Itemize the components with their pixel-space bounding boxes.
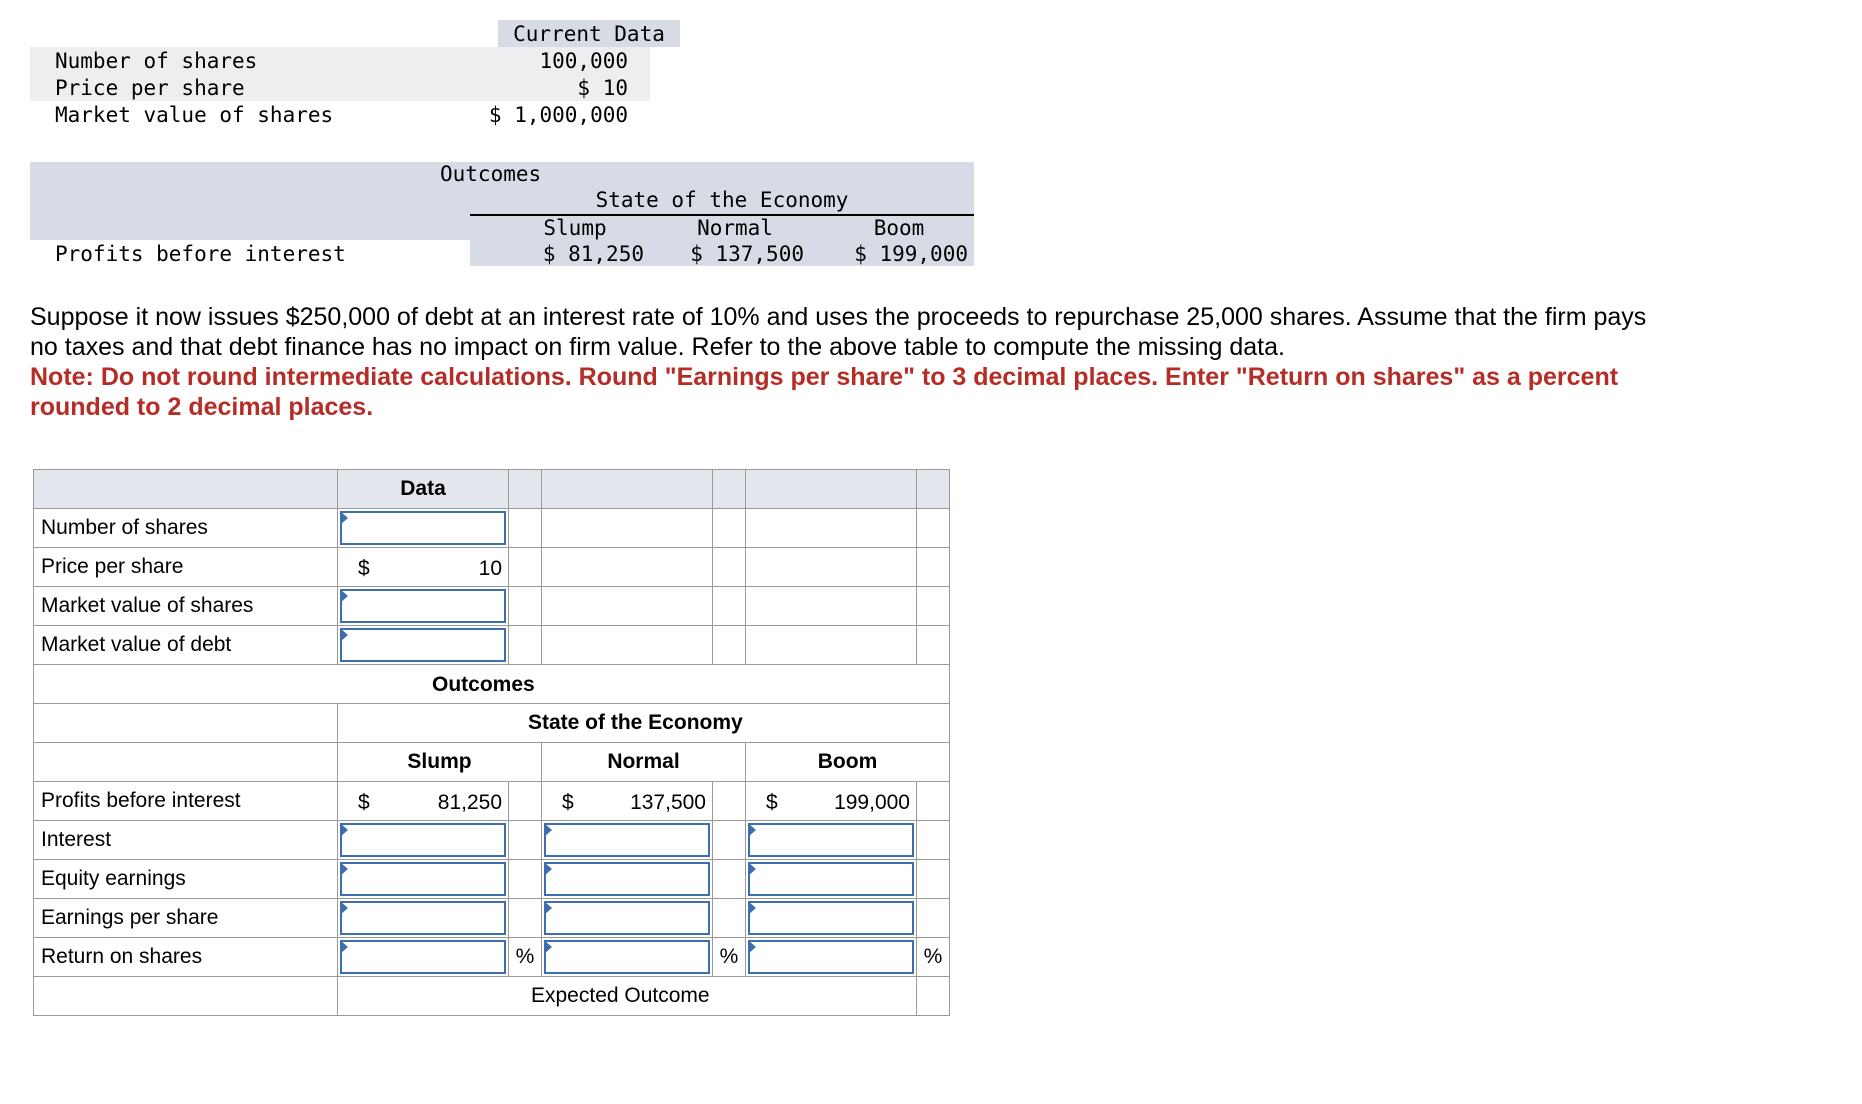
row-value: 100,000 xyxy=(539,49,628,73)
input-cell xyxy=(746,821,917,860)
eps-normal-input[interactable] xyxy=(544,901,710,935)
profit-normal: $ 137,500 xyxy=(690,242,804,266)
outcomes-header: Outcomes xyxy=(432,673,535,696)
input-cell xyxy=(542,821,713,860)
row-label: Market value of debt xyxy=(34,626,338,665)
market-value-debt-cell xyxy=(338,626,509,665)
answer-grid xyxy=(33,469,950,1016)
outcomes-summary-table xyxy=(30,162,974,272)
prompt-text: Suppose it now issues $250,000 of debt at an interest rate of 10% and uses the proceeds to repurchase 25,000 shares. Assume that the firm pays no taxes and that debt finance has no impact on firm value. Refer to the above table to compute the missing data. xyxy=(30,303,1647,361)
empty-cell xyxy=(713,587,746,626)
input-cell xyxy=(338,821,509,860)
profits-label: Profits before interest xyxy=(55,242,346,266)
return-row xyxy=(34,938,950,977)
empty-cell xyxy=(917,782,950,821)
percent-sign: % xyxy=(917,938,950,977)
empty-cell xyxy=(917,548,950,587)
header-blank xyxy=(746,470,917,509)
column-normal: Normal xyxy=(697,216,773,240)
profit-slump: 81,250 xyxy=(437,791,502,814)
eps-row xyxy=(34,899,950,938)
price-value: 10 xyxy=(478,557,502,580)
header-blank xyxy=(509,470,542,509)
empty-cell xyxy=(509,509,542,548)
empty-cell xyxy=(509,821,542,860)
price-per-share-cell xyxy=(338,548,509,587)
equity-earnings-boom-input[interactable] xyxy=(748,862,914,896)
grid-header-row xyxy=(34,470,950,509)
empty-cell xyxy=(542,509,713,548)
percent-sign: % xyxy=(713,938,746,977)
header-blank xyxy=(542,470,713,509)
profit-boom: 199,000 xyxy=(834,791,910,814)
empty-cell xyxy=(917,587,950,626)
input-cell xyxy=(338,899,509,938)
header-blank xyxy=(34,470,338,509)
row-value: $ 1,000,000 xyxy=(488,103,628,127)
empty-cell xyxy=(509,899,542,938)
row-label: Market value of shares xyxy=(34,587,338,626)
empty-cell xyxy=(509,860,542,899)
empty-cell xyxy=(713,782,746,821)
row-label: Earnings per share xyxy=(34,899,338,938)
current-data-header-row xyxy=(30,20,665,47)
return-boom-input[interactable] xyxy=(748,940,914,974)
row-label: Price per share xyxy=(34,548,338,587)
current-data-row xyxy=(30,101,650,128)
data-row xyxy=(34,509,950,548)
row-label: Number of shares xyxy=(34,509,338,548)
row-label: Interest xyxy=(34,821,338,860)
empty-cell xyxy=(509,782,542,821)
input-cell xyxy=(542,899,713,938)
column-slump: Slump xyxy=(338,743,542,782)
outcomes-cell xyxy=(34,665,950,704)
interest-row xyxy=(34,821,950,860)
outcomes-header-row xyxy=(34,665,950,704)
empty-cell xyxy=(917,860,950,899)
empty-cell xyxy=(917,899,950,938)
empty-cell xyxy=(509,626,542,665)
input-cell xyxy=(746,899,917,938)
empty-cell xyxy=(34,977,338,1016)
empty-cell xyxy=(713,860,746,899)
profit-boom-cell xyxy=(746,782,917,821)
equity-earnings-normal-input[interactable] xyxy=(544,862,710,896)
prompt-note: Note: Do not round intermediate calculations. Round "Earnings per share" to 3 decimal places. Enter "Return on shares" as a percent rounded to 2 decimal places. xyxy=(30,363,1619,421)
input-cell xyxy=(746,860,917,899)
data-row xyxy=(34,548,950,587)
empty-cell xyxy=(713,626,746,665)
expected-outcome-label: Expected Outcome xyxy=(338,977,917,1016)
market-value-shares-input[interactable] xyxy=(340,589,506,623)
profit-slump: $ 81,250 xyxy=(542,242,644,266)
empty-cell xyxy=(713,548,746,587)
current-data-table xyxy=(30,20,665,128)
empty-cell xyxy=(509,587,542,626)
interest-boom-input[interactable] xyxy=(748,823,914,857)
empty-cell xyxy=(917,626,950,665)
state-header: State of the Economy xyxy=(338,704,950,743)
empty-cell xyxy=(746,626,917,665)
column-slump: Slump xyxy=(543,216,607,240)
input-cell xyxy=(542,938,713,977)
percent-sign: % xyxy=(509,938,542,977)
column-header-row xyxy=(34,743,950,782)
number-of-shares-input[interactable] xyxy=(340,511,506,545)
row-label: Equity earnings xyxy=(34,860,338,899)
market-value-shares-cell xyxy=(338,587,509,626)
empty-cell xyxy=(713,509,746,548)
profit-normal-cell xyxy=(542,782,713,821)
column-boom: Boom xyxy=(746,743,950,782)
empty-cell xyxy=(34,743,338,782)
empty-cell xyxy=(542,626,713,665)
current-data-header: Current Data xyxy=(513,22,665,46)
row-label: Return on shares xyxy=(34,938,338,977)
profits-row xyxy=(34,782,950,821)
return-slump-input[interactable] xyxy=(340,940,506,974)
input-cell xyxy=(746,938,917,977)
empty-cell xyxy=(713,899,746,938)
equity-earnings-row xyxy=(34,860,950,899)
data-row xyxy=(34,626,950,665)
interest-slump-input[interactable] xyxy=(340,823,506,857)
expected-row xyxy=(34,977,950,1016)
empty-cell xyxy=(917,821,950,860)
outcomes-title: Outcomes xyxy=(440,162,542,186)
empty-cell xyxy=(917,509,950,548)
row-label: Price per share xyxy=(55,76,245,100)
column-boom: Boom xyxy=(873,216,925,240)
state-of-economy-title: State of the Economy xyxy=(595,188,849,212)
profit-normal: 137,500 xyxy=(630,791,706,814)
input-cell xyxy=(338,860,509,899)
question-prompt xyxy=(30,302,1670,422)
eps-boom-input[interactable] xyxy=(748,901,914,935)
empty-cell xyxy=(542,548,713,587)
header-blank xyxy=(917,470,950,509)
data-header: Data xyxy=(338,470,509,509)
column-normal: Normal xyxy=(542,743,746,782)
header-blank xyxy=(713,470,746,509)
return-normal-input[interactable] xyxy=(544,940,710,974)
row-label: Market value of shares xyxy=(55,103,334,127)
empty-cell xyxy=(917,977,950,1016)
eps-slump-input[interactable] xyxy=(340,901,506,935)
state-header-row xyxy=(34,704,950,743)
row-label: Profits before interest xyxy=(34,782,338,821)
current-data-row xyxy=(30,74,650,101)
interest-normal-input[interactable] xyxy=(544,823,710,857)
row-value: $ 10 xyxy=(577,76,628,100)
input-cell xyxy=(338,938,509,977)
currency-symbol: $ xyxy=(358,791,370,814)
empty-cell xyxy=(746,548,917,587)
empty-cell xyxy=(34,704,338,743)
currency-symbol: $ xyxy=(358,557,370,580)
profit-boom: $ 199,000 xyxy=(854,242,968,266)
empty-cell xyxy=(746,587,917,626)
equity-earnings-slump-input[interactable] xyxy=(340,862,506,896)
empty-cell xyxy=(542,587,713,626)
data-row xyxy=(34,587,950,626)
empty-cell xyxy=(713,821,746,860)
empty-cell xyxy=(746,509,917,548)
number-of-shares-cell xyxy=(338,509,509,548)
currency-symbol: $ xyxy=(562,791,574,814)
current-data-row xyxy=(30,47,650,74)
currency-symbol: $ xyxy=(766,791,778,814)
input-cell xyxy=(542,860,713,899)
market-value-debt-input[interactable] xyxy=(340,628,506,662)
profit-slump-cell xyxy=(338,782,509,821)
empty-cell xyxy=(509,548,542,587)
row-label: Number of shares xyxy=(55,49,258,73)
